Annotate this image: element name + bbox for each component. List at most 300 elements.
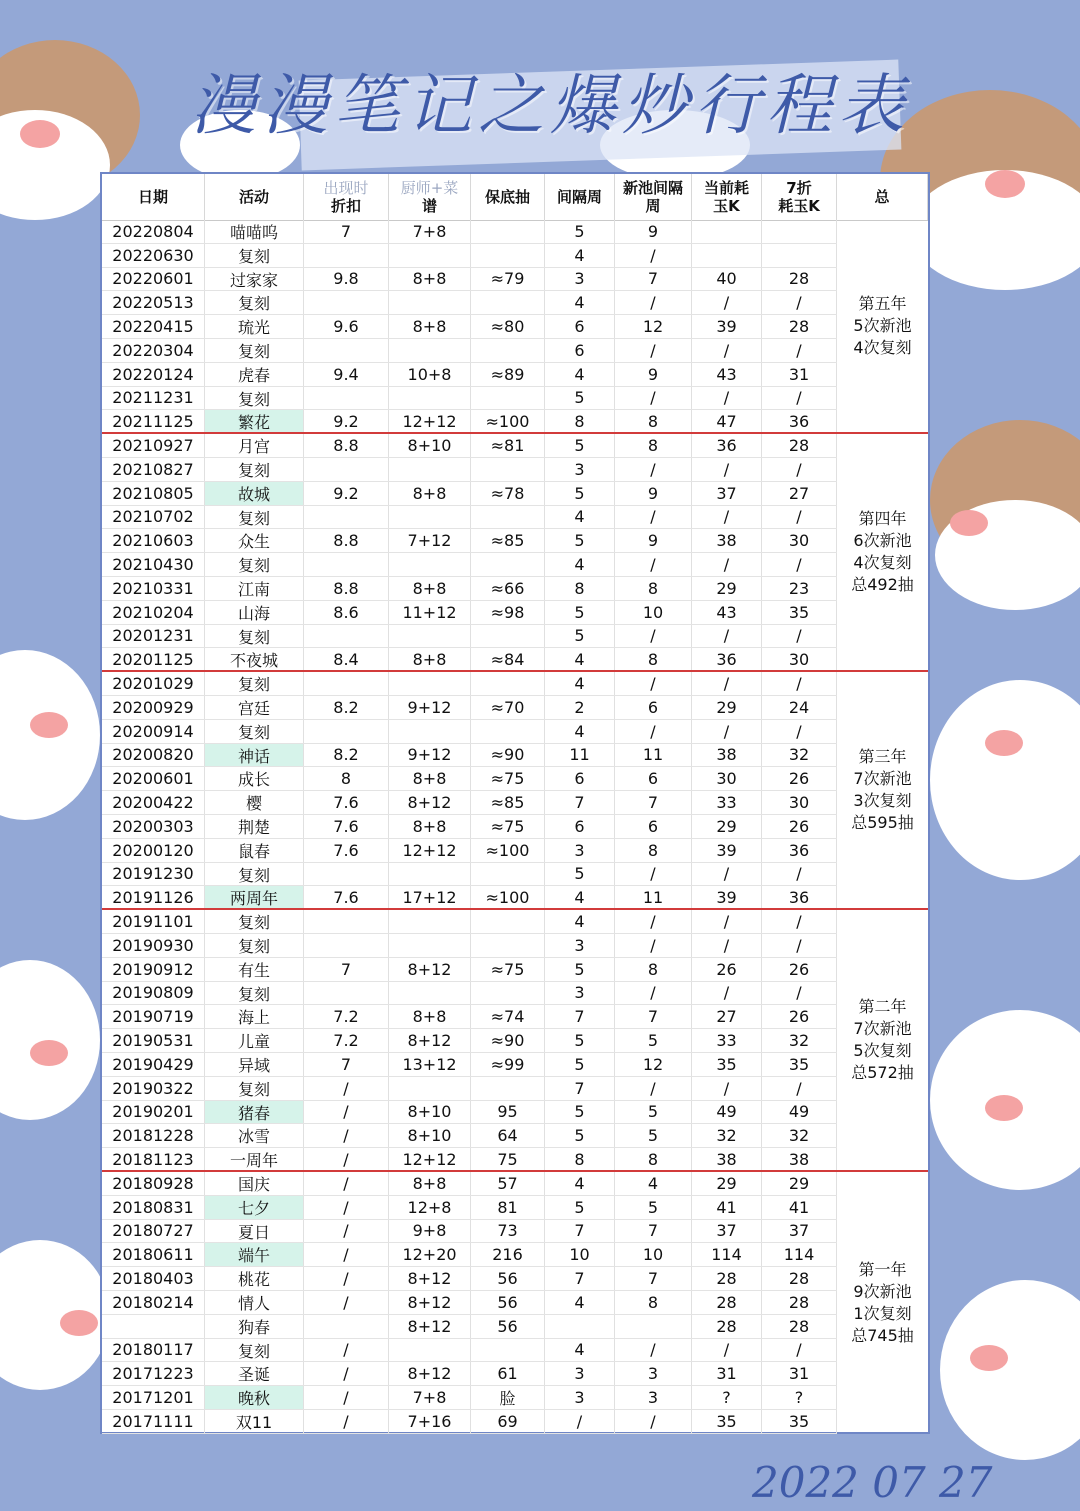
table-cell: ≈90 — [471, 744, 545, 767]
table-cell: / — [762, 506, 837, 529]
table-cell: / — [615, 1339, 692, 1362]
page-title: 漫漫笔记之爆炒行程表 — [190, 67, 910, 144]
table-row — [102, 910, 837, 934]
table-row — [102, 339, 837, 363]
table-cell: / — [692, 910, 762, 933]
table-row — [102, 982, 837, 1006]
table-cell: 20210603 — [102, 529, 205, 552]
table-cell: 4 — [545, 1291, 615, 1314]
table-cell: 8+12 — [389, 958, 471, 981]
table-cell: 猪春 — [205, 1101, 304, 1124]
table-cell: 7 — [304, 1053, 389, 1076]
table-cell: 11 — [545, 744, 615, 767]
year-summary-line: 6次新池 — [853, 531, 912, 551]
table-cell: 20200120 — [102, 839, 205, 862]
table-cell — [545, 1315, 615, 1338]
table-cell — [389, 1077, 471, 1100]
table-row — [102, 268, 837, 292]
table-cell: 过家家 — [205, 268, 304, 291]
table-cell: 9+8 — [389, 1220, 471, 1243]
table-cell: 复刻 — [205, 458, 304, 481]
table-cell — [304, 553, 389, 576]
table-cell: 7 — [615, 1005, 692, 1028]
table-cell: 5 — [545, 1101, 615, 1124]
table-cell: 20201231 — [102, 625, 205, 648]
table-cell — [471, 220, 545, 243]
table-cell: 4 — [545, 244, 615, 267]
table-cell — [304, 291, 389, 314]
table-cell: / — [615, 553, 692, 576]
table-cell: 8 — [615, 958, 692, 981]
table-cell: 38 — [692, 1148, 762, 1170]
table-cell: ≈78 — [471, 482, 545, 505]
table-cell: 216 — [471, 1243, 545, 1266]
table-cell: 11+12 — [389, 601, 471, 624]
table-cell: 30 — [762, 648, 837, 670]
table-cell: 37 — [692, 1220, 762, 1243]
table-cell: 2 — [545, 696, 615, 719]
table-cell: / — [762, 672, 837, 695]
table-cell: 4 — [545, 363, 615, 386]
table-cell: / — [615, 720, 692, 743]
table-cell: 8+8 — [389, 482, 471, 505]
table-cell: 4 — [545, 506, 615, 529]
table-cell: 20201125 — [102, 648, 205, 670]
table-cell: 8+12 — [389, 791, 471, 814]
table-cell — [692, 220, 762, 243]
table-cell: 众生 — [205, 529, 304, 552]
table-cell — [471, 1339, 545, 1362]
table-cell: 38 — [692, 529, 762, 552]
table-cell: 20171201 — [102, 1386, 205, 1409]
table-cell: 9 — [615, 363, 692, 386]
column-header-line: 厨师+菜 — [400, 179, 459, 197]
table-cell: 虎春 — [205, 363, 304, 386]
table-cell: 37 — [692, 482, 762, 505]
table-cell: 4 — [545, 1339, 615, 1362]
table-cell: / — [692, 1077, 762, 1100]
table-cell: 7.2 — [304, 1005, 389, 1028]
table-cell: 4 — [545, 886, 615, 908]
table-cell: 29 — [692, 577, 762, 600]
table-cell: 复刻 — [205, 910, 304, 933]
table-cell: 成长 — [205, 767, 304, 790]
table-cell: 8 — [545, 410, 615, 432]
table-row — [102, 291, 837, 315]
table-cell: 10 — [545, 1243, 615, 1266]
table-row — [102, 363, 837, 387]
table-cell: 33 — [692, 1029, 762, 1052]
table-cell: 10+8 — [389, 363, 471, 386]
table-cell: 3 — [545, 1362, 615, 1385]
table-cell — [471, 934, 545, 957]
table-cell: 6 — [615, 815, 692, 838]
table-cell: 桃花 — [205, 1267, 304, 1290]
table-cell: 23 — [762, 577, 837, 600]
table-cell: 114 — [762, 1243, 837, 1266]
table-cell — [692, 244, 762, 267]
table-cell: 69 — [471, 1410, 545, 1433]
table-row — [102, 1077, 837, 1101]
table-cell: 4 — [545, 1172, 615, 1195]
table-cell: / — [692, 339, 762, 362]
table-row — [102, 315, 837, 339]
table-cell: 56 — [471, 1267, 545, 1290]
table-cell: 27 — [692, 1005, 762, 1028]
table-cell: 20220513 — [102, 291, 205, 314]
table-cell: / — [304, 1339, 389, 1362]
table-row — [102, 886, 837, 910]
table-row — [102, 934, 837, 958]
table-cell: 复刻 — [205, 339, 304, 362]
table-cell — [389, 934, 471, 957]
table-cell: 20220804 — [102, 220, 205, 243]
table-cell: 29 — [692, 1172, 762, 1195]
table-cell: 38 — [762, 1148, 837, 1170]
table-cell: 8 — [615, 410, 692, 432]
table-cell: 26 — [762, 958, 837, 981]
table-cell: 复刻 — [205, 244, 304, 267]
table-cell: 9.4 — [304, 363, 389, 386]
table-cell: / — [762, 720, 837, 743]
column-header-line: 玉K — [713, 197, 740, 215]
table-cell: 37 — [762, 1220, 837, 1243]
table-cell: 36 — [692, 648, 762, 670]
table-cell: 20220630 — [102, 244, 205, 267]
table-cell: 5 — [545, 1124, 615, 1147]
table-cell: 复刻 — [205, 1077, 304, 1100]
table-cell — [389, 910, 471, 933]
table-cell — [471, 982, 545, 1005]
table-cell: 7.6 — [304, 791, 389, 814]
table-cell: 36 — [762, 886, 837, 908]
table-cell: 端午 — [205, 1243, 304, 1266]
table-cell: 月宫 — [205, 434, 304, 457]
table-cell: / — [692, 720, 762, 743]
table-cell: 20181123 — [102, 1148, 205, 1170]
table-row — [102, 1386, 837, 1410]
table-cell: 圣诞 — [205, 1362, 304, 1385]
table-cell: 8+8 — [389, 268, 471, 291]
table-cell — [389, 672, 471, 695]
table-cell: 5 — [545, 863, 615, 886]
table-row — [102, 625, 837, 649]
table-cell: 20180831 — [102, 1196, 205, 1219]
table-cell: 27 — [762, 482, 837, 505]
table-cell — [304, 387, 389, 410]
column-header-line: 折扣 — [330, 197, 361, 215]
table-cell: 7+12 — [389, 529, 471, 552]
table-cell: / — [615, 291, 692, 314]
table-cell: ≈74 — [471, 1005, 545, 1028]
column-header — [205, 174, 304, 220]
table-cell: 5 — [545, 529, 615, 552]
table-cell: 5 — [545, 434, 615, 457]
table-cell: / — [762, 387, 837, 410]
table-cell: 7 — [545, 791, 615, 814]
table-row — [102, 863, 837, 887]
table-cell: 7 — [615, 1220, 692, 1243]
table-cell: 5 — [545, 958, 615, 981]
table-cell: 39 — [692, 886, 762, 908]
table-cell: 20191101 — [102, 910, 205, 933]
table-row — [102, 410, 837, 434]
table-cell: / — [692, 934, 762, 957]
table-cell: 20211125 — [102, 410, 205, 432]
table-cell: 9.2 — [304, 410, 389, 432]
date-stamp: 2022 07 27 — [752, 1458, 993, 1507]
table-cell: ? — [692, 1386, 762, 1409]
table-cell: 38 — [692, 744, 762, 767]
table-cell: / — [762, 982, 837, 1005]
table-cell: 8.2 — [304, 744, 389, 767]
table-cell: 鼠春 — [205, 839, 304, 862]
table-cell: / — [304, 1172, 389, 1195]
table-row — [102, 1339, 837, 1363]
table-cell: / — [692, 863, 762, 886]
table-cell: 4 — [545, 720, 615, 743]
table-cell: 3 — [545, 934, 615, 957]
table-cell — [389, 720, 471, 743]
table-cell: 40 — [692, 268, 762, 291]
table-cell: / — [304, 1077, 389, 1100]
table-cell: 7.2 — [304, 1029, 389, 1052]
table-cell — [304, 910, 389, 933]
table-cell: 20220124 — [102, 363, 205, 386]
table-row — [102, 1148, 837, 1172]
table-cell: 7+8 — [389, 220, 471, 243]
table-cell: / — [615, 458, 692, 481]
table-cell — [471, 244, 545, 267]
table-cell: ≈100 — [471, 839, 545, 862]
table-cell: 8+8 — [389, 577, 471, 600]
table-cell: 双11 — [205, 1410, 304, 1433]
table-cell: 8 — [615, 1148, 692, 1170]
column-header-line: 周 — [645, 197, 661, 215]
table-cell: / — [615, 244, 692, 267]
table-cell: 28 — [762, 1315, 837, 1338]
table-cell: 七夕 — [205, 1196, 304, 1219]
table-cell — [762, 220, 837, 243]
table-cell: 5 — [545, 625, 615, 648]
table-cell: 20220601 — [102, 268, 205, 291]
table-cell: 夏日 — [205, 1220, 304, 1243]
table-row — [102, 696, 837, 720]
table-cell — [304, 720, 389, 743]
column-header — [102, 174, 205, 220]
table-cell: 6 — [615, 767, 692, 790]
table-cell: / — [304, 1220, 389, 1243]
table-cell — [389, 339, 471, 362]
table-cell: 4 — [545, 291, 615, 314]
table-cell: 12 — [615, 1053, 692, 1076]
table-cell: / — [304, 1148, 389, 1170]
table-cell: / — [615, 672, 692, 695]
table-cell: 11 — [615, 886, 692, 908]
table-row — [102, 744, 837, 768]
table-cell: 6 — [545, 339, 615, 362]
table-cell — [389, 458, 471, 481]
column-header-line: 日期 — [137, 188, 168, 206]
table-cell — [389, 244, 471, 267]
year-summary-line: 3次复刻 — [853, 791, 912, 811]
table-cell: 20190322 — [102, 1077, 205, 1100]
table-cell: 95 — [471, 1101, 545, 1124]
table-cell: / — [304, 1291, 389, 1314]
table-cell: 49 — [692, 1101, 762, 1124]
table-cell: 9.8 — [304, 268, 389, 291]
table-cell — [471, 863, 545, 886]
year-summary — [837, 434, 928, 672]
table-cell — [389, 1339, 471, 1362]
table-cell: 47 — [692, 410, 762, 432]
table-cell — [102, 1315, 205, 1338]
table-cell: 7.6 — [304, 815, 389, 838]
table-cell: 复刻 — [205, 934, 304, 957]
year-summary-line: 第二年 — [858, 997, 907, 1017]
table-cell: 26 — [762, 767, 837, 790]
table-row — [102, 839, 837, 863]
table-cell: ≈85 — [471, 791, 545, 814]
table-cell — [762, 244, 837, 267]
table-cell: / — [304, 1410, 389, 1433]
table-cell: 樱 — [205, 791, 304, 814]
table-row — [102, 601, 837, 625]
table-cell: / — [762, 910, 837, 933]
year-summary-line: 7次新池 — [853, 769, 912, 789]
table-cell: 国庆 — [205, 1172, 304, 1195]
table-row — [102, 220, 837, 244]
table-cell: 8 — [615, 839, 692, 862]
table-cell: 7+16 — [389, 1410, 471, 1433]
column-header-line: 谱 — [421, 197, 437, 215]
table-row — [102, 1410, 837, 1434]
table-cell: 8+8 — [389, 815, 471, 838]
table-cell: ≈89 — [471, 363, 545, 386]
table-row — [102, 1220, 837, 1244]
year-summary-line: 4次复刻 — [853, 338, 912, 358]
table-cell: ≈98 — [471, 601, 545, 624]
year-summary-line: 第三年 — [858, 747, 907, 767]
table-cell — [471, 291, 545, 314]
table-cell: 35 — [762, 1053, 837, 1076]
column-header-line: 7折 — [786, 179, 812, 197]
table-cell: 61 — [471, 1362, 545, 1385]
year-summary-line: 第五年 — [858, 294, 907, 314]
table-cell: 41 — [692, 1196, 762, 1219]
table-cell — [471, 1077, 545, 1100]
table-cell: 12+12 — [389, 839, 471, 862]
column-header — [692, 174, 762, 220]
table-cell: 7 — [304, 958, 389, 981]
table-cell — [389, 387, 471, 410]
table-cell: 5 — [615, 1029, 692, 1052]
table-cell: 8 — [615, 648, 692, 670]
table-cell — [304, 458, 389, 481]
table-row — [102, 577, 837, 601]
table-cell: 8 — [545, 1148, 615, 1170]
table-cell: 5 — [545, 482, 615, 505]
year-summary-line: 1次复刻 — [853, 1303, 912, 1323]
table-cell: / — [692, 672, 762, 695]
column-header — [389, 174, 471, 220]
year-summary-line: 第一年 — [858, 1259, 907, 1279]
table-cell: 26 — [762, 815, 837, 838]
table-cell: 复刻 — [205, 291, 304, 314]
table-cell: / — [615, 982, 692, 1005]
table-cell: 20200820 — [102, 744, 205, 767]
table-cell: ≈90 — [471, 1029, 545, 1052]
table-row — [102, 529, 837, 553]
table-cell: 20210331 — [102, 577, 205, 600]
table-cell: 故城 — [205, 482, 304, 505]
table-cell: / — [692, 1339, 762, 1362]
table-cell: 31 — [692, 1362, 762, 1385]
table-cell — [615, 1315, 692, 1338]
table-cell: 4 — [545, 672, 615, 695]
table-row — [102, 672, 837, 696]
table-cell: 复刻 — [205, 506, 304, 529]
table-cell: 7 — [615, 1267, 692, 1290]
table-cell: 20190912 — [102, 958, 205, 981]
table-cell: 7 — [615, 268, 692, 291]
table-row — [102, 1029, 837, 1053]
table-cell: 4 — [545, 910, 615, 933]
table-row — [102, 720, 837, 744]
table-cell: 5 — [615, 1196, 692, 1219]
table-cell: 8 — [615, 1291, 692, 1314]
table-row — [102, 648, 837, 672]
table-cell: 20171111 — [102, 1410, 205, 1433]
table-cell: 20180611 — [102, 1243, 205, 1266]
table-cell: 复刻 — [205, 387, 304, 410]
table-cell — [471, 339, 545, 362]
table-cell: 20190201 — [102, 1101, 205, 1124]
column-header-line: 新池间隔 — [622, 179, 683, 197]
table-cell: 20210827 — [102, 458, 205, 481]
table-cell: 20190809 — [102, 982, 205, 1005]
table-row — [102, 1101, 837, 1125]
year-summary-line: 5次复刻 — [853, 1041, 912, 1061]
table-cell: 20220304 — [102, 339, 205, 362]
table-cell: 29 — [692, 696, 762, 719]
table-cell: / — [545, 1410, 615, 1433]
table-cell: 57 — [471, 1172, 545, 1195]
table-cell: 3 — [615, 1362, 692, 1385]
table-cell: 28 — [762, 1291, 837, 1314]
table-row — [102, 434, 837, 458]
column-header-line: 总 — [874, 188, 890, 206]
table-cell: 10 — [615, 1243, 692, 1266]
table-cell: / — [304, 1386, 389, 1409]
table-cell: 7 — [615, 791, 692, 814]
table-cell: 20180214 — [102, 1291, 205, 1314]
table-cell: 8.8 — [304, 434, 389, 457]
table-cell: 复刻 — [205, 1339, 304, 1362]
table-cell: ≈66 — [471, 577, 545, 600]
table-cell: 4 — [545, 553, 615, 576]
table-cell: 8+8 — [389, 648, 471, 670]
table-row — [102, 482, 837, 506]
table-cell: 8.8 — [304, 577, 389, 600]
table-cell: 12 — [615, 315, 692, 338]
table-cell: 26 — [762, 1005, 837, 1028]
table-cell: ≈85 — [471, 529, 545, 552]
table-row — [102, 1172, 837, 1196]
table-cell — [471, 672, 545, 695]
table-cell: 20210430 — [102, 553, 205, 576]
table-cell: 31 — [762, 1362, 837, 1385]
